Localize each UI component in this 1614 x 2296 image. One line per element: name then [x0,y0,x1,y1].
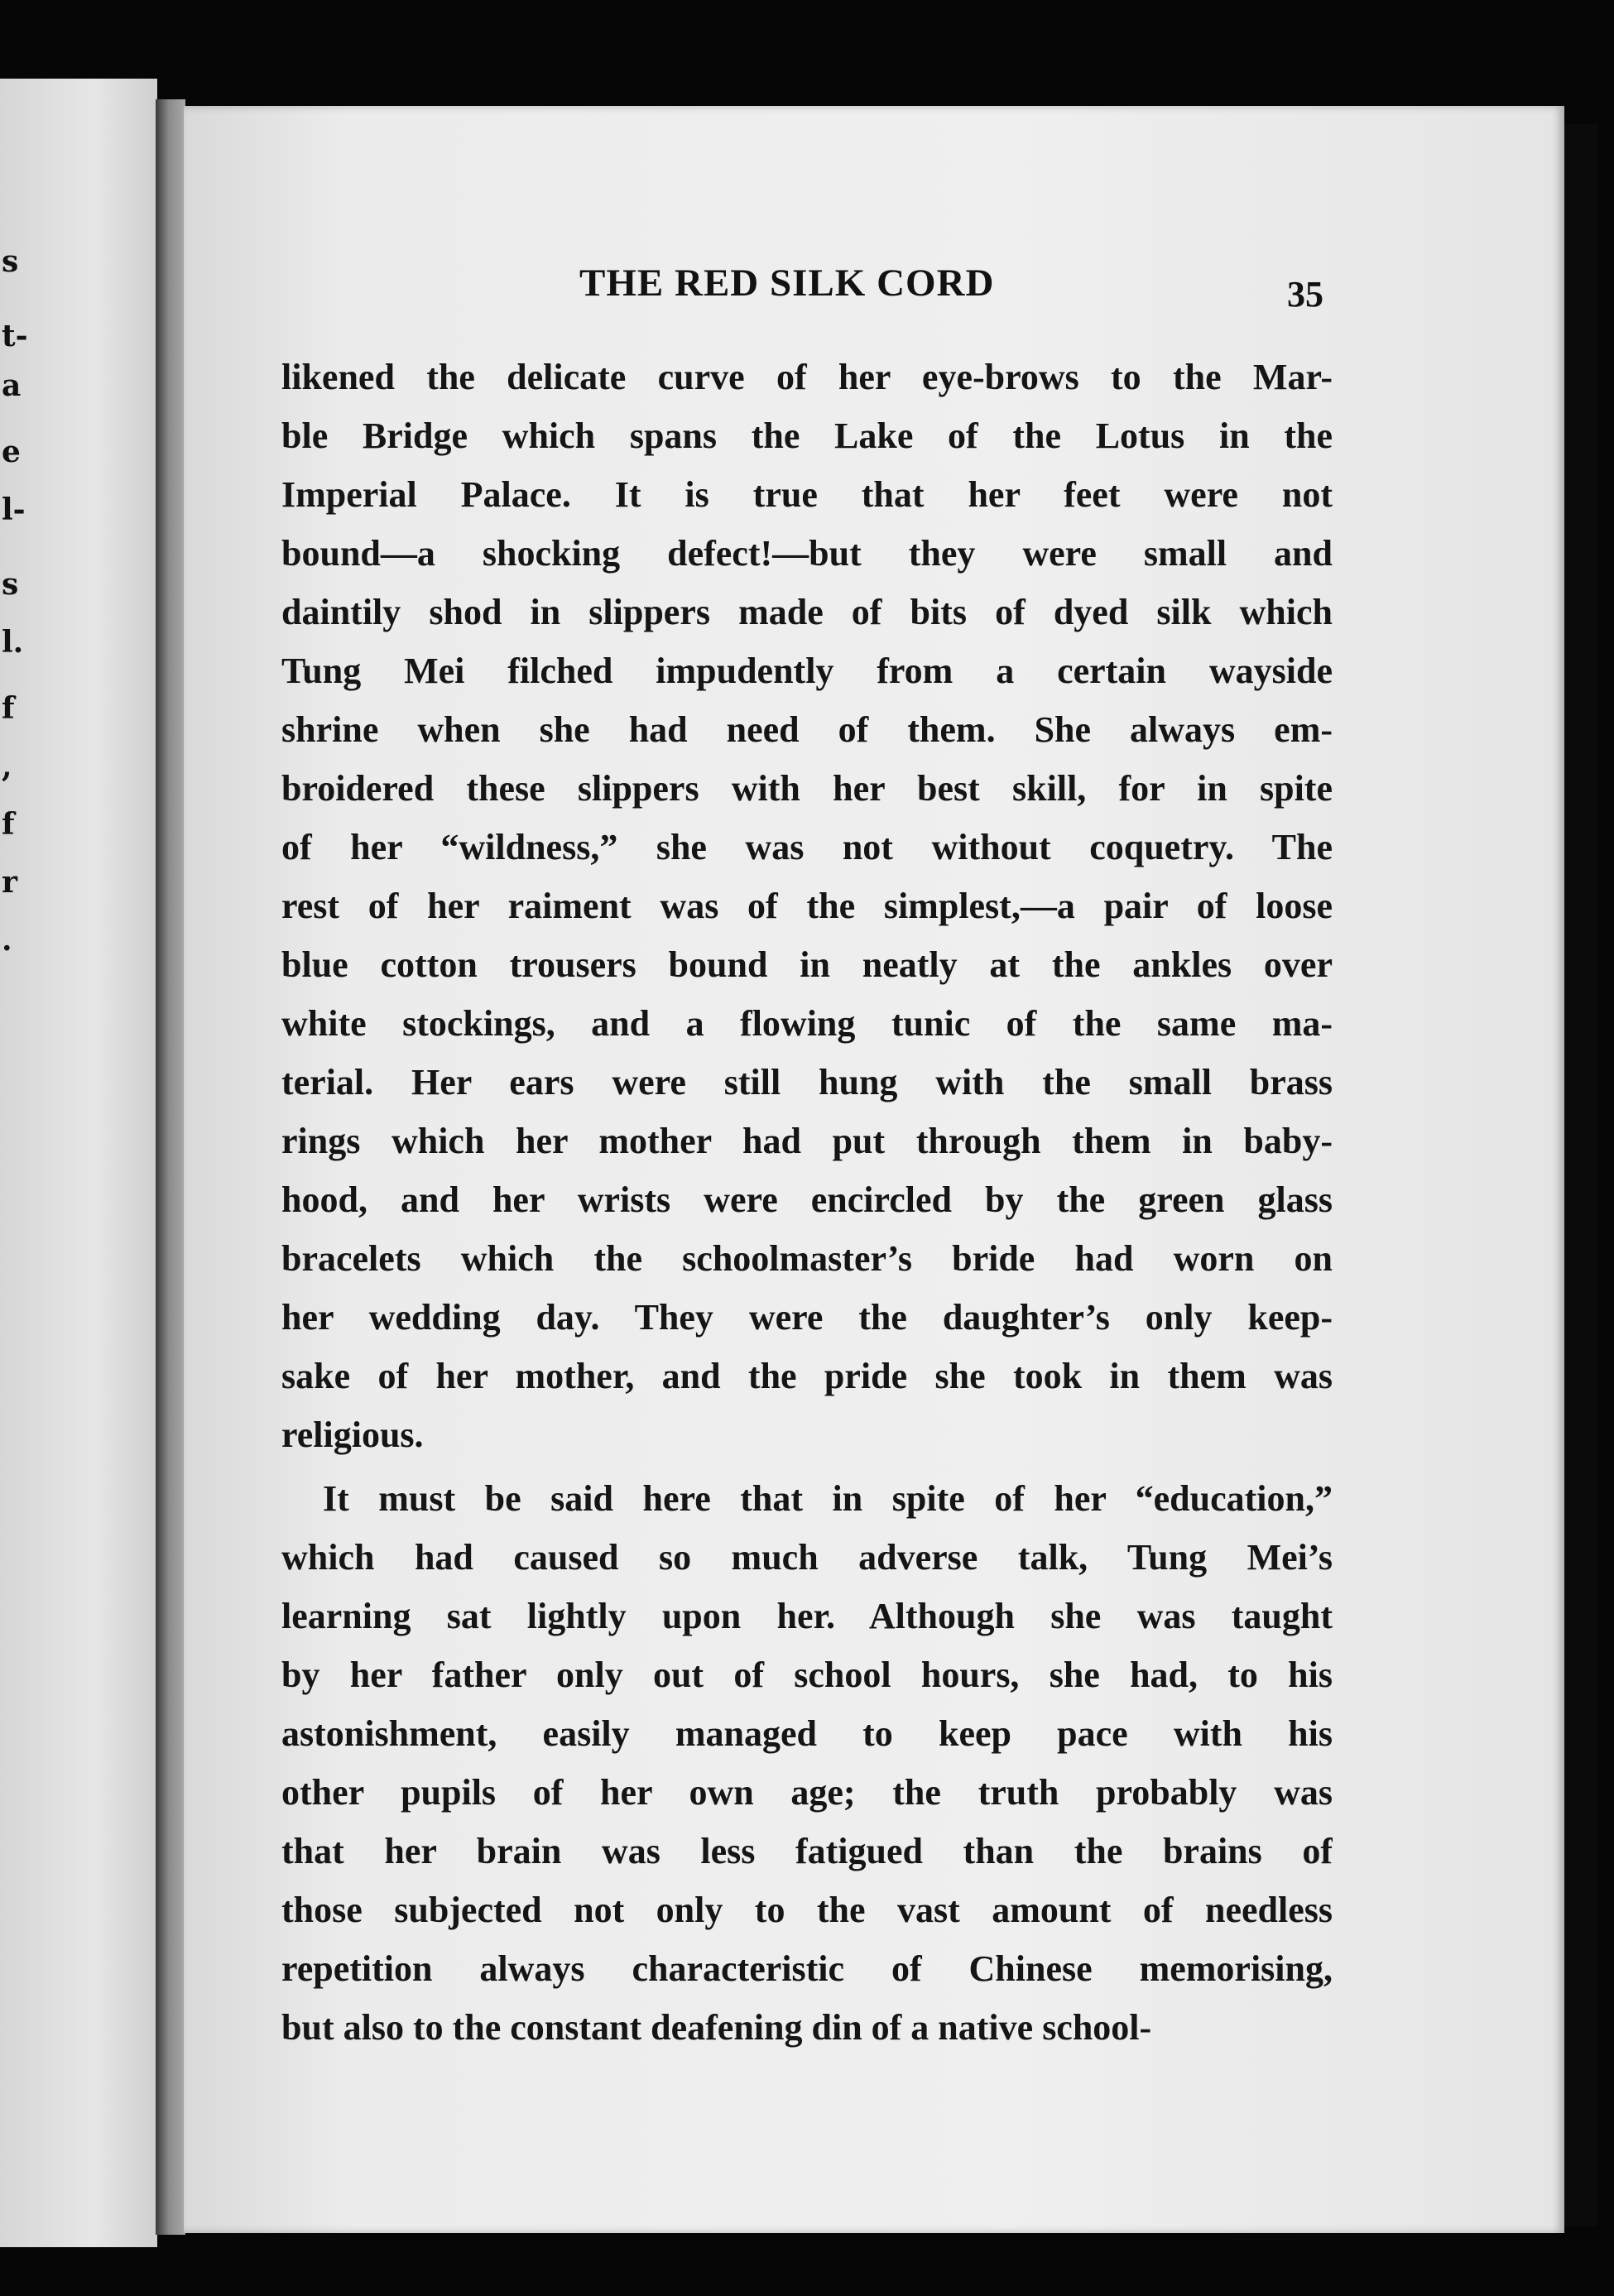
edge-letter: s [2,567,19,602]
page-shadow-edge [1564,124,1597,2226]
left-page-edge-letters [0,79,28,2247]
text-line: other pupils of her own age; the truth probably was [281,1772,1333,1813]
text-line: rings which her mother had put through them in baby- [281,1121,1333,1161]
body-text [281,348,1333,2057]
edge-letter: e [2,435,21,469]
text-line: repetition always characteristic of Chinese memorising, [281,1948,1333,1989]
text-line: those subjected not only to the vast amount of needless [281,1890,1333,1930]
left-page-fragment [0,79,157,2247]
edge-letter: l- [2,492,26,527]
text-line: hood, and her wrists were encircled by the green glass [281,1179,1333,1220]
text-line: daintily shod in slippers made of bits of dyed silk which [281,592,1333,632]
paragraph [281,1469,1333,2057]
text-line: likened the delicate curve of her eye-brows to the Mar- [281,357,1333,397]
book-gutter [156,99,185,2235]
edge-letter: f [2,807,15,842]
text-line: shrine when she had need of them. She always em- [281,709,1333,750]
edge-letter: r [2,865,17,900]
text-line: Tung Mei filched impudently from a certain wayside [281,651,1333,691]
page-number: 35 [1287,274,1323,315]
text-line: by her father only out of school hours, she had, to his [281,1655,1333,1695]
text-line: religious. [281,1415,424,1455]
text-line: that her brain was less fatigued than the brains of [281,1831,1333,1871]
text-line: her wedding day. They were the daughter’s only keep- [281,1297,1333,1338]
text-line: of her “wildness,” she was not without coquetry. The [281,827,1333,867]
text-line: bracelets which the schoolmaster’s bride had worn on [281,1238,1333,1279]
edge-letter: f [2,691,15,726]
edge-letter: , [2,749,12,784]
text-line: broidered these slippers with her best skill, for in spite [281,768,1333,809]
running-head: THE RED SILK CORD [579,262,995,305]
edge-letter: . [2,923,12,958]
text-line: blue cotton trousers bound in neatly at the ankles over [281,944,1333,985]
text-line: astonishment, easily managed to keep pace with his [281,1713,1333,1754]
text-line: It must be said here that in spite of her “education,” [323,1478,1333,1519]
text-line: white stockings, and a flowing tunic of the same ma- [281,1003,1333,1044]
edge-letter: a [2,368,22,403]
edge-letter: l. [2,625,24,660]
text-line: learning sat lightly upon her. Although she was taught [281,1596,1333,1636]
text-line: but also to the constant deafening din of a native school- [281,2007,1152,2048]
text-line: bound—a shocking defect!—but they were small and [281,533,1333,574]
text-line: terial. Her ears were still hung with the small brass [281,1062,1333,1102]
paragraph [281,348,1333,1464]
text-line: rest of her raiment was of the simplest,—a pair of loose [281,886,1333,926]
text-line: which had caused so much adverse talk, Tung Mei’s [281,1537,1333,1578]
text-line: sake of her mother, and the pride she took in them was [281,1356,1333,1396]
edge-letter: s [2,244,19,279]
text-line: Imperial Palace. It is true that her feet were not [281,474,1333,515]
text-line: ble Bridge which spans the Lake of the Lotus in the [281,415,1333,456]
edge-letter: t- [2,319,28,353]
